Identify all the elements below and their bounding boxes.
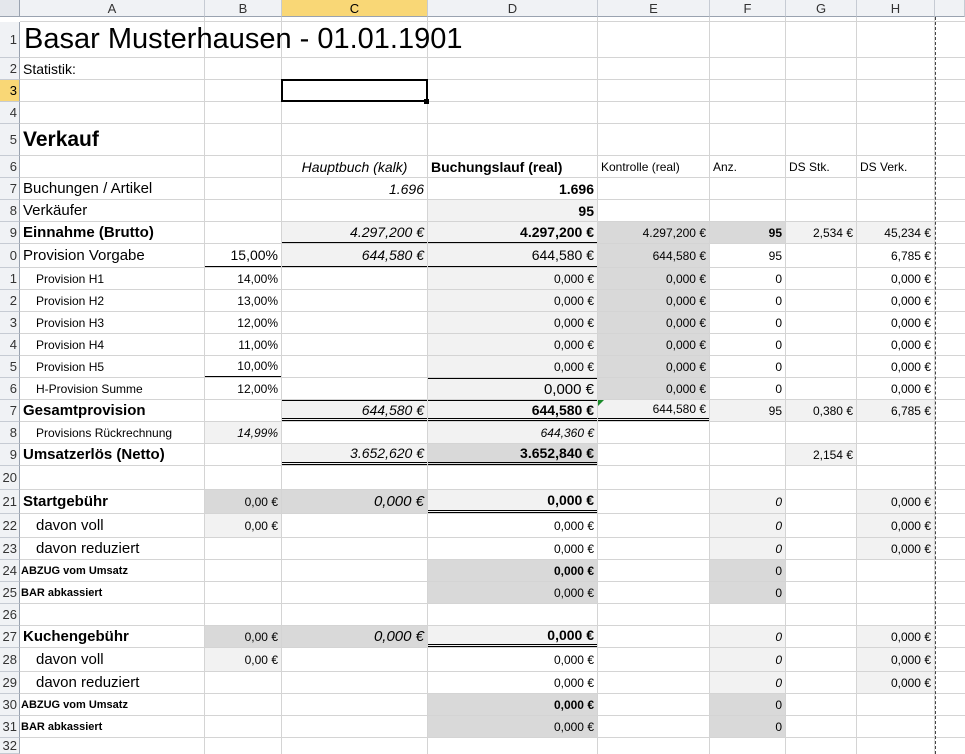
label-provision-h2[interactable]: Provision H2: [36, 293, 105, 308]
header-hauptbuch[interactable]: Hauptbuch (kalk): [301, 158, 408, 175]
value-provision-f[interactable]: 0: [775, 293, 782, 308]
value-start-bar-f[interactable]: 0: [710, 582, 785, 603]
value-kuchen-abzug-d[interactable]: 0,000 €: [428, 694, 597, 715]
value-start-red-f[interactable]: 0: [710, 538, 785, 559]
label-start-reduziert[interactable]: davon reduziert: [36, 540, 140, 557]
value-provision-rate[interactable]: 11,00%: [238, 337, 278, 352]
row-header[interactable]: 8: [0, 422, 20, 444]
header-ds-verkaeufer[interactable]: DS Verk.: [860, 159, 908, 174]
value-umsatzerloes-d[interactable]: 3.652,840 €: [428, 444, 597, 465]
label-provision-h1[interactable]: Provision H1: [36, 271, 105, 286]
value-gesamtprovision-e[interactable]: 644,580 €: [598, 400, 709, 421]
row-header[interactable]: 6: [0, 156, 20, 178]
value-provision-e[interactable]: 0,000 €: [598, 268, 709, 289]
sheet-title[interactable]: Basar Musterhausen - 01.01.1901: [24, 23, 463, 55]
value-provision-rate[interactable]: 13,00%: [237, 293, 278, 308]
label-provision-h6[interactable]: H-Provision Summe: [36, 381, 143, 396]
label-einnahme[interactable]: Einnahme (Brutto): [23, 224, 154, 241]
label-provision-h4[interactable]: Provision H4: [36, 337, 105, 352]
label-start-voll[interactable]: davon voll: [36, 517, 104, 534]
row-header[interactable]: 0: [0, 244, 20, 268]
label-kuchen-voll[interactable]: davon voll: [36, 651, 104, 668]
row-header[interactable]: 3: [0, 312, 20, 334]
value-provision-h[interactable]: 0,000 €: [890, 381, 931, 396]
value-provision-f[interactable]: 0: [775, 359, 782, 374]
row-header[interactable]: 2: [0, 58, 20, 80]
row-header[interactable]: 30: [0, 694, 20, 716]
value-provision-h[interactable]: 0,000 €: [890, 293, 931, 308]
value-rueckrechnung-d[interactable]: 644,360 €: [428, 422, 597, 443]
value-provision-e[interactable]: 0,000 €: [598, 356, 709, 377]
row-header[interactable]: 6: [0, 378, 20, 400]
value-provision-d[interactable]: 0,000 €: [428, 378, 597, 399]
row-header[interactable]: 1: [0, 22, 20, 58]
column-header-overflow[interactable]: [935, 0, 965, 17]
header-ds-stueck[interactable]: DS Stk.: [789, 159, 830, 174]
value-start-red-h[interactable]: 0,000 €: [857, 538, 934, 559]
value-einnahme-f[interactable]: 95: [710, 222, 785, 243]
value-provision-rate[interactable]: 12,00%: [237, 315, 278, 330]
row-header[interactable]: 4: [0, 334, 20, 356]
value-start-d[interactable]: 0,000 €: [428, 490, 597, 513]
value-gesamtprovision-d[interactable]: 644,580 €: [428, 400, 597, 421]
gridline: [20, 79, 965, 80]
row-header[interactable]: 4: [0, 102, 20, 124]
value-verkaeufer[interactable]: 95: [428, 200, 597, 221]
value-kuchen-voll-d[interactable]: 0,000 €: [553, 652, 594, 667]
value-start-voll-h[interactable]: 0,000 €: [857, 514, 934, 537]
value-provision-d[interactable]: 0,000 €: [428, 312, 597, 333]
value-start-voll-d[interactable]: 0,000 €: [553, 518, 594, 533]
header-buchungslauf[interactable]: Buchungslauf (real): [431, 158, 563, 175]
value-einnahme-e[interactable]: 4.297,200 €: [598, 222, 709, 243]
value-start-abzug-f[interactable]: 0: [710, 560, 785, 581]
label-provision-vorgabe[interactable]: Provision Vorgabe: [23, 247, 145, 264]
label-kuchen-abzug[interactable]: ABZUG vom Umsatz: [21, 698, 128, 711]
row-header[interactable]: 29: [0, 672, 20, 694]
value-provision-e[interactable]: 0,000 €: [598, 312, 709, 333]
value-start-h[interactable]: 0,000 €: [857, 490, 934, 513]
cell[interactable]: [205, 222, 281, 243]
header-kontrolle[interactable]: Kontrolle (real): [601, 159, 680, 174]
row-header[interactable]: 24: [0, 560, 20, 582]
row-header[interactable]: 32: [0, 738, 20, 754]
gridline: [20, 603, 965, 604]
value-provision-f[interactable]: 0: [775, 315, 782, 330]
row-header[interactable]: 9: [0, 222, 20, 244]
value-einnahme-h[interactable]: 45,234 €: [857, 222, 934, 243]
value-umsatzerloes-c[interactable]: 3.652,620 €: [282, 444, 427, 465]
value-kuchen-b[interactable]: 0,00 €: [205, 626, 281, 647]
value-kuchen-f[interactable]: 0: [710, 626, 785, 647]
gridline: [20, 101, 965, 102]
value-kuchen-bar-d[interactable]: 0,000 €: [428, 716, 597, 737]
row-header[interactable]: 5: [0, 124, 20, 156]
row-header[interactable]: 5: [0, 356, 20, 378]
column-header-d[interactable]: D: [428, 0, 598, 17]
value-einnahme-d[interactable]: 4.297,200 €: [428, 222, 597, 243]
value-kuchen-voll-b[interactable]: 0,00 €: [205, 648, 281, 671]
value-start-red-d[interactable]: 0,000 €: [553, 541, 594, 556]
label-kuchen-gebuehr[interactable]: Kuchengebühr: [23, 628, 129, 645]
label-umsatzerloes[interactable]: Umsatzerlös (Netto): [23, 446, 165, 463]
value-einnahme-c[interactable]: 4.297,200 €: [282, 222, 427, 243]
value-kuchen-h[interactable]: 0,000 €: [857, 626, 934, 647]
value-kuchen-red-d[interactable]: 0,000 €: [553, 675, 594, 690]
value-gesamtprovision-h[interactable]: 6,785 €: [857, 400, 934, 421]
row-header[interactable]: 9: [0, 444, 20, 466]
value-kuchen-bar-f[interactable]: 0: [710, 716, 785, 737]
label-start-abzug[interactable]: ABZUG vom Umsatz: [21, 564, 128, 577]
label-start-gebuehr[interactable]: Startgebühr: [23, 493, 109, 510]
select-all-corner[interactable]: [0, 0, 20, 17]
value-provision-vorgabe-b[interactable]: 15,00%: [205, 244, 281, 267]
row-header[interactable]: 8: [0, 200, 20, 222]
active-cell-selection[interactable]: [281, 79, 428, 102]
row-header[interactable]: 1: [0, 268, 20, 290]
value-provision-vorgabe-d[interactable]: 644,580 €: [428, 244, 597, 267]
column-header-e[interactable]: E: [598, 0, 710, 17]
value-rueckrechnung-b[interactable]: 14,99%: [205, 422, 281, 443]
value-kuchen-voll-h[interactable]: 0,000 €: [857, 648, 934, 671]
value-kuchen-abzug-f[interactable]: 0: [710, 694, 785, 715]
row-header[interactable]: 2: [0, 290, 20, 312]
value-umsatzerloes-g[interactable]: 2,154 €: [786, 444, 856, 465]
page-break-line: [935, 17, 936, 754]
row-header[interactable]: 23: [0, 538, 20, 560]
value-provision-f[interactable]: 0: [775, 381, 782, 396]
label-provisions-rueckrechnung[interactable]: Provisions Rückrechnung: [36, 425, 173, 440]
section-verkauf[interactable]: Verkauf: [23, 127, 99, 151]
value-provision-d[interactable]: 0,000 €: [428, 356, 597, 377]
value-einnahme-g[interactable]: 2,534 €: [786, 222, 856, 243]
value-provision-rate[interactable]: 10,00%: [205, 356, 281, 377]
row-header[interactable]: 26: [0, 604, 20, 626]
label-kuchen-bar[interactable]: BAR abkassiert: [21, 720, 103, 733]
value-gesamtprovision-f[interactable]: 95: [710, 400, 785, 421]
value-provision-e[interactable]: 0,000 €: [598, 334, 709, 355]
row-header[interactable]: 21: [0, 490, 20, 514]
value-provision-vorgabe-c[interactable]: 644,580 €: [282, 244, 427, 267]
value-start-f[interactable]: 0: [710, 490, 785, 513]
gridline: [20, 465, 965, 466]
value-start-voll-b[interactable]: 0,00 €: [205, 514, 281, 537]
value-kuchen-red-h[interactable]: 0,000 €: [857, 672, 934, 693]
value-start-abzug-d[interactable]: 0,000 €: [428, 560, 597, 581]
value-gesamtprovision-c[interactable]: 644,580 €: [282, 400, 427, 421]
statistik-label[interactable]: Statistik:: [23, 60, 76, 77]
column-header-h[interactable]: H: [857, 0, 935, 17]
label-provision-h5[interactable]: Provision H5: [36, 359, 105, 374]
value-kuchen-voll-f[interactable]: 0: [710, 648, 785, 671]
column-header-g[interactable]: G: [786, 0, 857, 17]
label-start-bar[interactable]: BAR abkassiert: [21, 586, 103, 599]
value-provision-d[interactable]: 0,000 €: [428, 290, 597, 311]
column-header-f[interactable]: F: [710, 0, 786, 17]
row-header[interactable]: 7: [0, 178, 20, 200]
row-header[interactable]: 22: [0, 514, 20, 538]
column-header-c[interactable]: C: [282, 0, 428, 17]
label-kuchen-reduziert[interactable]: davon reduziert: [36, 674, 140, 691]
gridline: [785, 17, 786, 754]
column-header-a[interactable]: A: [20, 0, 205, 17]
value-provision-f[interactable]: 0: [775, 271, 782, 286]
value-kuchen-red-f[interactable]: 0: [710, 672, 785, 693]
value-provision-rate[interactable]: 12,00%: [237, 381, 278, 396]
label-provision-h3[interactable]: Provision H3: [36, 315, 105, 330]
row-header[interactable]: 31: [0, 716, 20, 738]
error-indicator-icon[interactable]: [598, 400, 604, 406]
row-header[interactable]: 20: [0, 466, 20, 490]
gridline: [20, 737, 965, 738]
value-provision-f[interactable]: 0: [775, 337, 782, 352]
value-provision-h[interactable]: 0,000 €: [890, 337, 931, 352]
value-provision-vorgabe-f[interactable]: 95: [768, 248, 782, 263]
row-header[interactable]: 27: [0, 626, 20, 648]
value-start-c[interactable]: 0,000 €: [282, 490, 427, 513]
value-provision-d[interactable]: 0,000 €: [428, 268, 597, 289]
label-verkaeufer[interactable]: Verkäufer: [23, 202, 88, 219]
value-provision-e[interactable]: 0,000 €: [598, 290, 709, 311]
label-buchungen[interactable]: Buchungen / Artikel: [23, 180, 153, 197]
value-start-b[interactable]: 0,00 €: [205, 490, 281, 513]
value-hauptbuch-buchungen[interactable]: 1.696: [388, 180, 424, 197]
value-provision-e[interactable]: 0,000 €: [598, 378, 709, 399]
value-gesamtprovision-g[interactable]: 0,380 €: [786, 400, 856, 421]
row-header[interactable]: 28: [0, 648, 20, 672]
value-start-bar-d[interactable]: 0,000 €: [428, 582, 597, 603]
fill-handle[interactable]: [424, 99, 429, 104]
value-provision-vorgabe-h[interactable]: 6,785 €: [890, 248, 931, 263]
label-gesamtprovision[interactable]: Gesamtprovision: [23, 402, 146, 419]
row-header[interactable]: 7: [0, 400, 20, 422]
value-kuchen-d[interactable]: 0,000 €: [428, 626, 597, 647]
value-kuchen-c[interactable]: 0,000 €: [282, 626, 427, 647]
value-provision-d[interactable]: 0,000 €: [428, 334, 597, 355]
column-header-b[interactable]: B: [205, 0, 282, 17]
header-anzahl[interactable]: Anz.: [713, 159, 738, 174]
value-start-voll-f[interactable]: 0: [710, 514, 785, 537]
row-header[interactable]: 3: [0, 80, 20, 102]
row-header[interactable]: 25: [0, 582, 20, 604]
value-provision-h[interactable]: 0,000 €: [890, 315, 931, 330]
value-provision-rate[interactable]: 14,00%: [237, 271, 278, 286]
value-provision-vorgabe-e[interactable]: 644,580 €: [598, 244, 709, 267]
value-provision-h[interactable]: 0,000 €: [890, 359, 931, 374]
value-provision-h[interactable]: 0,000 €: [890, 271, 931, 286]
value-buchungslauf-buchungen[interactable]: 1.696: [558, 180, 594, 197]
